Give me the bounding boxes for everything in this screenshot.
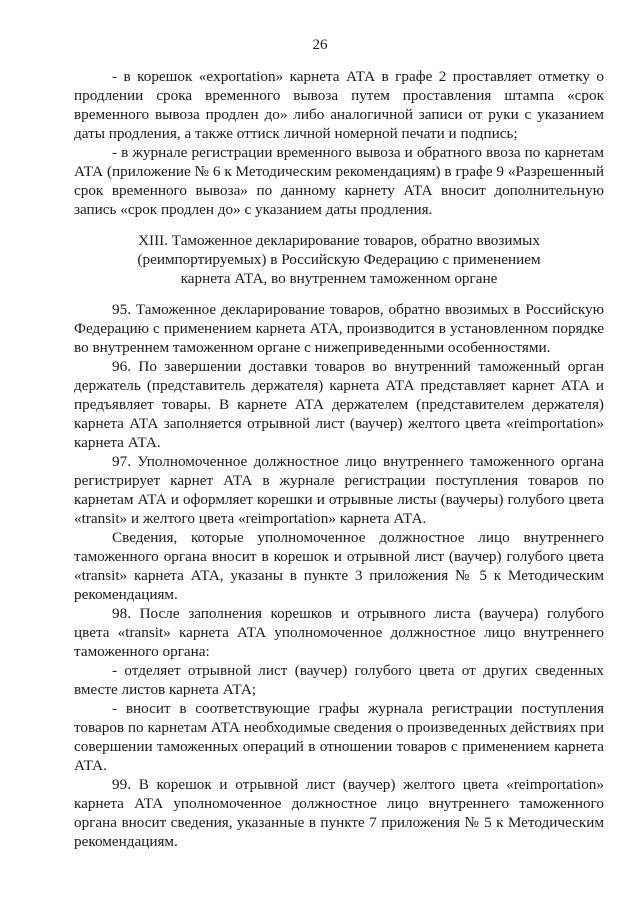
paragraph-98-item-1: - отделяет отрывной лист (ваучер) голубого цвета от других сведенных вместе листов карнета АТА; [74,662,604,698]
paragraph-97-details: Сведения, которые уполномоченное должностное лицо внутреннего таможенного органа вносит в корешок и отрывной лист (ваучер) голубого цвета «transit» карнета АТА, указаны в пункте 3 приложения № 5 к Методическим рекомендациям. [74,529,604,603]
paragraph-journal-entry: - в журнале регистрации временного вывоза и обратного ввоза по карнетам АТА (приложение № 6 к Методическим рекомендациям) в графе 9 «Разрешенный срок временного вывоза» по данному карнету АТА вносит дополнительную запись «срок продлен до» с указанием даты продления. [74,144,604,218]
heading-line: XIII. Таможенное декларирование товаров, обратно ввозимых [138,232,540,249]
page-number: 26 [312,37,328,53]
paragraph-99: 99. В корешок и отрывной лист (ваучер) желтого цвета «reimportation» карнета АТА уполномоченное должностное лицо внутреннего таможенного органа вносит сведения, указанные в пункте 7 приложения № 5 к Методическим рекомендациям. [74,776,604,850]
section-heading-xiii [74,231,604,288]
heading-line: карнета АТА, во внутреннем таможенном органе [180,270,498,287]
paragraph-96: 96. По завершении доставки товаров во внутренний таможенный орган держатель (представитель держателя) карнета АТА представляет карнет АТА и предъявляет товары. В карнете АТА держателем (представителем держателя) карнета АТА заполняется отрывной лист (ваучер) желтого цвета «reimportation» карнета АТА. [74,358,604,451]
paragraph-95: 95. Таможенное декларирование товаров, обратно ввозимых в Российскую Федерацию с применением карнета АТА, производится в установленном порядке во внутреннем таможенном органе с нижеприведенными особенностями. [74,301,604,356]
paragraph-98-item-2: - вносит в соответствующие графы журнала регистрации поступления товаров по карнетам АТА необходимые сведения о произведенных действиях при совершении таможенных операций в отношении товаров с применением карнета АТА. [74,700,604,774]
paragraph-98: 98. После заполнения корешков и отрывного листа (ваучера) голубого цвета «transit» карнета АТА уполномоченное должностное лицо внутреннего таможенного органа: [74,605,604,660]
document-body [74,67,604,851]
heading-line: (реимпортируемых) в Российскую Федерацию с применением [137,251,541,268]
paragraph-97: 97. Уполномоченное должностное лицо внутреннего таможенного органа регистрирует карнет АТА в журнале регистрации поступления товаров по карнетам АТА и оформляет корешки и отрывные листы (ваучеры) голубого цвета «transit» и желтого цвета «reimportation» карнета АТА. [74,453,604,527]
paragraph-exportation-stub: - в корешок «exportation» карнета АТА в графе 2 проставляет отметку о продлении срока временного вывоза путем проставления штампа «срок временного вывоза продлен до» либо аналогичной записи от руки с указанием даты продления, а также оттиск личной номерной печати и подпись; [74,68,604,142]
